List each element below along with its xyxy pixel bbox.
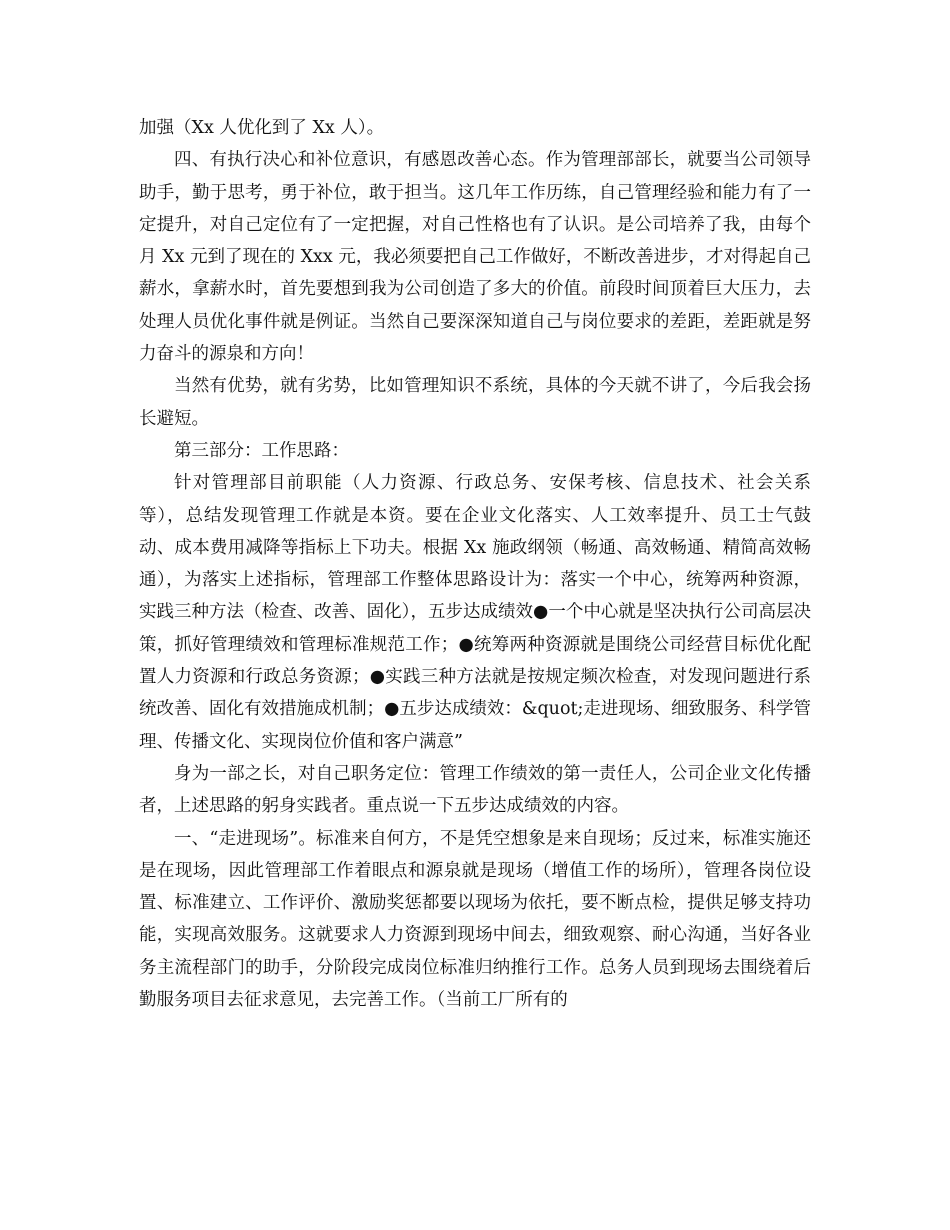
paragraph-weaknesses: 当然有优势，就有劣势，比如管理知识不系统，具体的今天就不讲了，今后我会扬长避短。 <box>139 376 811 429</box>
paragraph-work-approach: 针对管理部目前职能（人力资源、行政总务、安保考核、信息技术、社会关系等），总结发现管理工作就是本资。要在企业文化落实、人工效率提升、员工士气鼓动、成本费用减降等指标上下功夫。根据 Xx 施政纲领（畅通、高效畅通、精简高效畅通），为落实上述指标，管理部工作整体思路设计为：落实一个中心，统筹两种资源，实践三种方法（检查、改善、固化），五步达成绩效●一个中心就是坚决执行公司高层决策，抓好管理绩效和管理标准规范工作；●统筹两种资源就是围绕公司经营目标优化配置人力资源和行政总务资源；●实践三种方法就是按规定频次检查，对发现问题进行系统改善、固化有效措施成机制；●五步达成绩效：&quot;走进现场、细致服务、科学管理、传播文化、实现岗位价值和客户满意” <box>139 473 811 752</box>
document-body <box>139 112 811 1016</box>
paragraph-section-four: 四、有执行决心和补位意识，有感恩改善心态。作为管理部部长，就要当公司领导助手，勤于思考，勇于补位，敢于担当。这几年工作历练，自己管理经验和能力有了一定提升，对自己定位有了一定把握，对自己性格也有了认识。是公司培养了我，由每个月 Xx 元到了现在的 Xxx 元，我必须要把自己工作做好，不断改善进步，才对得起自己薪水，拿薪水时，首先要想到我为公司创造了多大的价值。前段时间顶着巨大压力，去处理人员优化事件就是例证。当然自己要深深知道自己与岗位要求的差距，差距就是努力奋斗的源泉和方向！ <box>139 150 811 365</box>
paragraph-continuation: 加强（Xx 人优化到了 Xx 人）。 <box>139 118 385 138</box>
section-heading-part-three: 第三部分：工作思路： <box>174 440 349 461</box>
paragraph-go-to-site: 一、“走进现场”。标准来自何方，不是凭空想象是来自现场；反过来，标准实施还是在现场，因此管理部工作着眼点和源泉就是现场（增值工作的场所），管理各岗位设置、标准建立、工作评价、激励奖惩都要以现场为依托，要不断点检，提供足够支持功能，实现高效服务。这就要求人力资源到现场中间去，细致观察、耐心沟通，当好各业务主流程部门的助手，分阶段完成岗位标准归纳推行工作。总务人员到现场去围绕着后勤服务项目去征求意见，去完善工作。（当前工厂所有的 <box>139 828 811 1011</box>
paragraph-role-positioning: 身为一部之长，对自己职务定位：管理工作绩效的第一责任人，公司企业文化传播者，上述思路的躬身实践者。重点说一下五步达成绩效的内容。 <box>139 763 811 817</box>
